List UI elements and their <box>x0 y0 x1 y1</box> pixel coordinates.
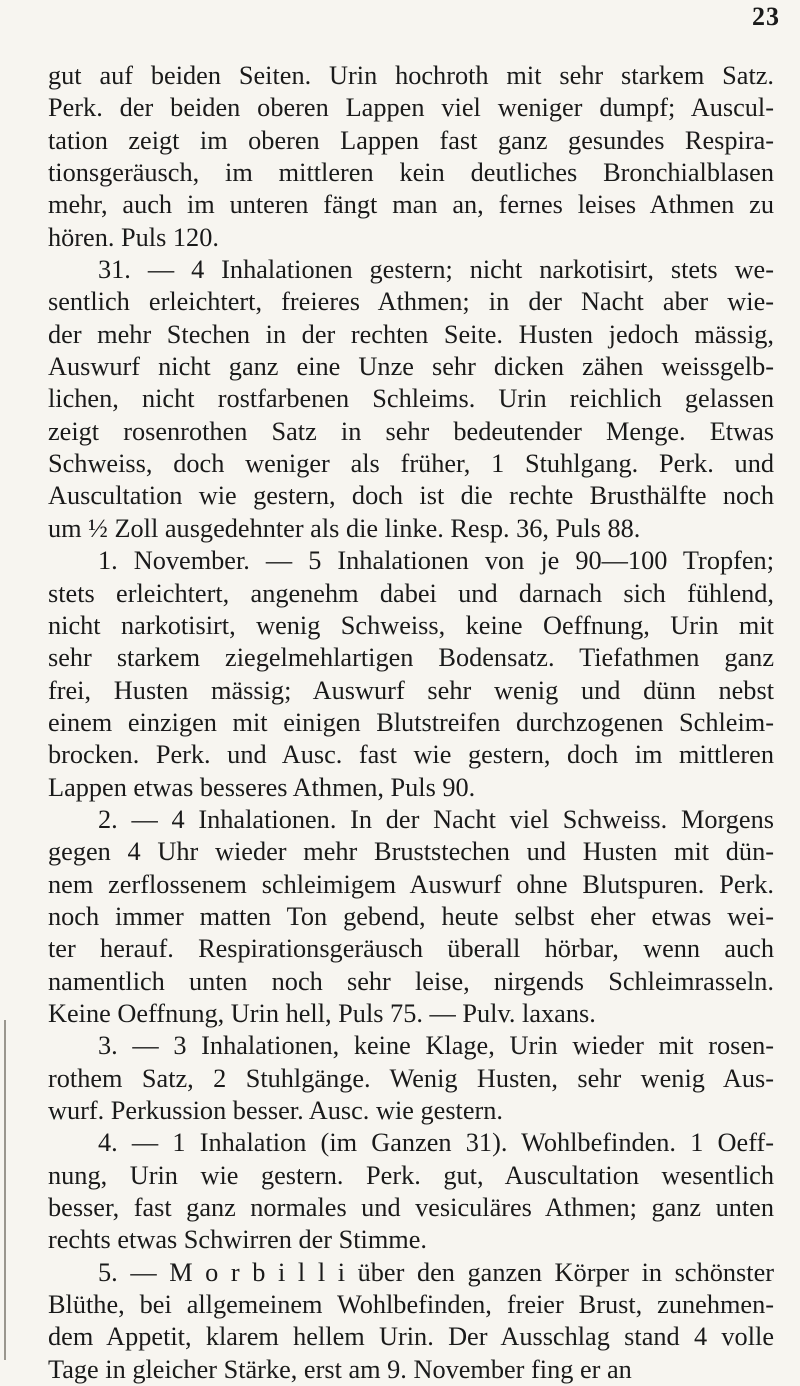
text-line: besser, fast ganz normales und vesiculäres Athmen; ganz unten <box>48 1193 774 1223</box>
text-line: Auswurf nicht ganz eine Unze sehr dicken zähen weissgelb- <box>48 352 774 382</box>
text-line: rothem Satz, 2 Stuhlgänge. Wenig Husten, sehr wenig Aus- <box>48 1063 774 1093</box>
text-line: 1. November. — 5 Inhalationen von je 90—100 Tropfen; <box>98 546 774 576</box>
text-line: noch immer matten Ton gebend, heute selbst eher etwas wei- <box>48 901 774 931</box>
text-line: sehr starkem ziegelmehlartigen Bodensatz. Tiefathmen ganz <box>48 643 774 673</box>
text-line: stets erleichtert, angenehm dabei und darnach sich fühlend, <box>48 578 774 608</box>
body-text <box>48 60 774 1386</box>
text-line: rechts etwas Schwirren der Stimme. <box>48 1225 428 1255</box>
text-line: namentlich unten noch sehr leise, nirgends Schleimrasseln. <box>48 966 774 996</box>
text-line: tionsgeräusch, im mittleren kein deutliches Bronchialblasen <box>48 158 774 188</box>
text-line: 4. — 1 Inhalation (im Ganzen 31). Wohlbefinden. 1 Oeff- <box>98 1128 774 1158</box>
text-line: dem Appetit, klarem hellem Urin. Der Ausschlag stand 4 volle <box>48 1322 774 1352</box>
text-line: Tage in gleicher Stärke, erst am 9. November fing er an <box>48 1354 632 1384</box>
text-line: Schweiss, doch weniger als früher, 1 Stuhlgang. Perk. und <box>48 449 774 479</box>
text-line: der mehr Stechen in der rechten Seite. Husten jedoch mässig, <box>48 319 774 349</box>
text-line: Lappen etwas besseres Athmen, Puls 90. <box>48 772 476 802</box>
text-line: frei, Husten mässig; Auswurf sehr wenig und dünn nebst <box>48 675 774 705</box>
text-line: 3. — 3 Inhalationen, keine Klage, Urin wieder mit rosen- <box>98 1031 774 1061</box>
text-line: sentlich erleichtert, freieres Athmen; in der Nacht aber wie- <box>48 287 774 317</box>
text-line: Auscultation wie gestern, doch ist die rechte Brusthälfte noch <box>48 481 774 511</box>
text-line: Perk. der beiden oberen Lappen viel weniger dumpf; Auscul- <box>48 93 774 123</box>
text-line: nem zerflossenem schleimigem Auswurf ohne Blutspuren. Perk. <box>48 869 774 899</box>
text-line: Keine Oeffnung, Urin hell, Puls 75. — Pulv. laxans. <box>48 998 596 1028</box>
text-line: 31. — 4 Inhalationen gestern; nicht narkotisirt, stets we- <box>98 255 774 285</box>
text-line: zeigt rosenrothen Satz in sehr bedeutender Menge. Etwas <box>48 416 774 446</box>
text-line: gegen 4 Uhr wieder mehr Bruststechen und Husten mit dün- <box>48 837 774 867</box>
text-line: um ½ Zoll ausgedehnter als die linke. Resp. 36, Puls 88. <box>48 513 641 543</box>
text-line: tation zeigt im oberen Lappen fast ganz gesundes Respira- <box>48 125 774 155</box>
text-line: gut auf beiden Seiten. Urin hochroth mit sehr starkem Satz. <box>48 61 774 90</box>
text-line: wurf. Perkussion besser. Ausc. wie gestern. <box>48 1096 504 1125</box>
page-number: 23 <box>752 2 780 31</box>
margin-mark <box>4 1020 6 1360</box>
text-line: nung, Urin wie gestern. Perk. gut, Auscultation wesentlich <box>48 1160 774 1190</box>
text-line: 5. — M o r b i l l i über den ganzen Körper in schönster <box>98 1257 774 1287</box>
text-line: brocken. Perk. und Ausc. fast wie gestern, doch im mittleren <box>48 740 774 770</box>
text-line: hören. Puls 120. <box>48 222 219 252</box>
text-line: ter herauf. Respirationsgeräusch überall hörbar, wenn auch <box>48 934 774 964</box>
text-line: Blüthe, bei allgemeinem Wohlbefinden, freier Brust, zunehmen- <box>48 1290 774 1320</box>
text-line: einem einzigen mit einigen Blutstreifen durchzogenen Schleim- <box>48 707 774 737</box>
text-line: nicht narkotisirt, wenig Schweiss, keine Oeffnung, Urin mit <box>48 610 774 640</box>
text-line: 2. — 4 Inhalationen. In der Nacht viel Schweiss. Morgens <box>98 804 774 834</box>
text-line: lichen, nicht rostfarbenen Schleims. Urin reichlich gelassen <box>48 384 774 414</box>
text-line: mehr, auch im unteren fängt man an, fernes leises Athmen zu <box>48 190 774 220</box>
